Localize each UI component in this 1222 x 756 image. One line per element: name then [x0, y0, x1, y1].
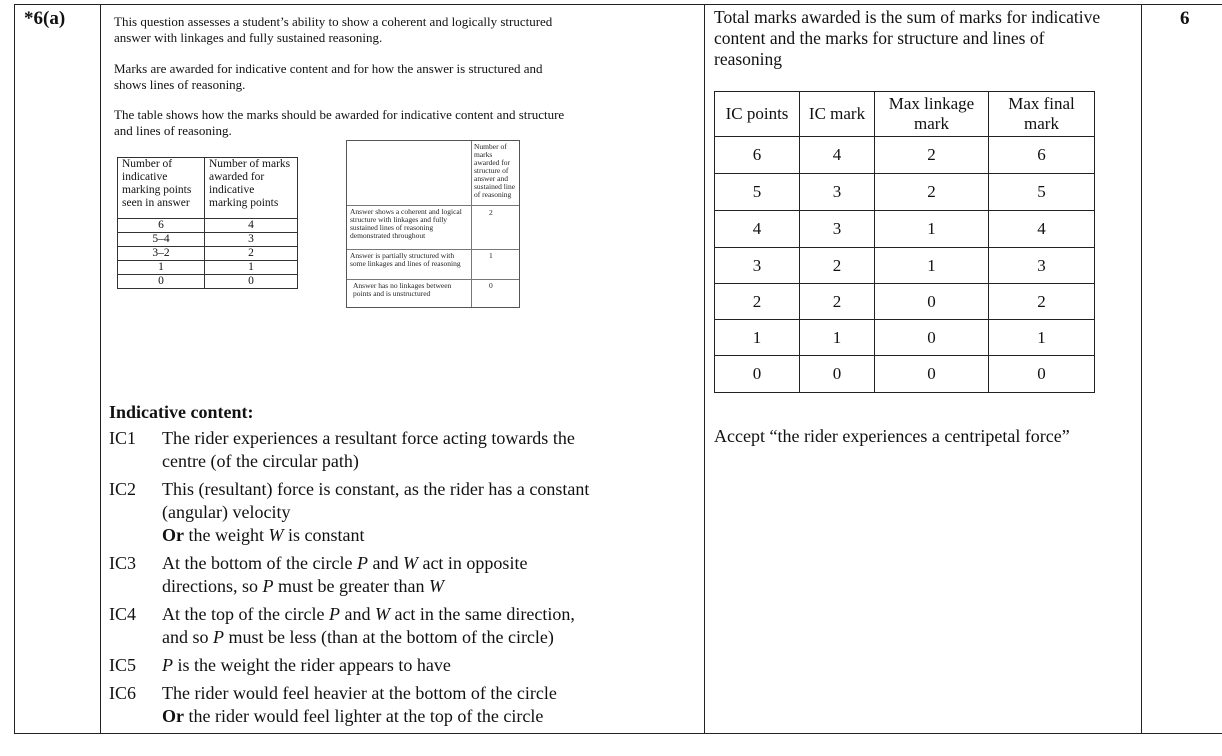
ic-points-table	[117, 157, 298, 289]
table-divider	[471, 141, 472, 307]
column-divider	[14, 4, 15, 734]
table-cell: 0	[715, 356, 800, 393]
table-header: Number of marks awarded for structure of answer and sustained line of reasoning	[474, 142, 516, 199]
table-header: Max linkage mark	[875, 92, 989, 137]
ic-label: IC5	[109, 655, 136, 675]
table-cell: 1	[875, 211, 989, 248]
table-cell: 3	[205, 233, 298, 247]
table-cell: 3	[715, 248, 800, 284]
ic-line: Or the weight W is constant	[162, 525, 365, 545]
table-header: IC mark	[800, 92, 875, 137]
table-cell: Answer is partially structured with some linkages and lines of reasoning	[350, 251, 461, 268]
linkage-marks-table	[346, 140, 520, 308]
table-cell: 3	[800, 211, 875, 248]
table-cell: 0	[489, 281, 493, 290]
table-cell: 2	[875, 137, 989, 174]
table-cell: 4	[205, 219, 298, 233]
intro-paragraph: Marks are awarded for indicative content and for how the answer is structured and shows lines of reasoning.	[114, 61, 543, 92]
table-cell: 2	[205, 247, 298, 261]
table-cell: 3–2	[118, 247, 205, 261]
final-marks-table	[714, 91, 1095, 393]
ic-line: At the bottom of the circle P and W act in opposite	[162, 553, 528, 573]
table-cell: 6	[118, 219, 205, 233]
table-header: Number of indicative marking points seen in answer	[118, 158, 205, 219]
table-cell: 3	[800, 174, 875, 211]
table-cell: 5–4	[118, 233, 205, 247]
table-divider	[347, 249, 519, 250]
table-cell: 0	[875, 320, 989, 356]
intro-paragraph: This question assesses a student’s ability to show a coherent and logically structured answer with linkages and fully sustained reasoning.	[114, 14, 553, 45]
table-cell: 2	[800, 248, 875, 284]
table-cell: 1	[205, 261, 298, 275]
column-divider	[1141, 4, 1142, 734]
ic-line: The rider would feel heavier at the bottom of the circle	[162, 683, 557, 703]
table-cell: 0	[118, 275, 205, 289]
ic-label: IC1	[109, 428, 136, 448]
ic-line: The rider experiences a resultant force acting towards the	[162, 428, 575, 448]
ic-line: This (resultant) force is constant, as the rider has a constant	[162, 479, 590, 499]
table-header: Number of marks awarded for indicative marking points	[205, 158, 298, 219]
table-cell: 0	[989, 356, 1095, 393]
table-divider	[347, 279, 519, 280]
table-cell: 1	[800, 320, 875, 356]
table-header: Max final mark	[989, 92, 1095, 137]
table-cell: 6	[989, 137, 1095, 174]
table-cell: 1	[875, 248, 989, 284]
table-cell: Answer shows a coherent and logical structure with linkages and fully sustained lines of reasoning demonstrated throughout	[350, 207, 462, 240]
column-divider	[100, 4, 101, 734]
table-cell: 4	[800, 137, 875, 174]
table-cell: 1	[715, 320, 800, 356]
table-cell: 1	[489, 251, 493, 260]
table-cell: 2	[800, 284, 875, 320]
table-cell: 2	[715, 284, 800, 320]
table-cell: 6	[715, 137, 800, 174]
table-cell: 4	[715, 211, 800, 248]
ic-line: and so P must be less (than at the bottom of the circle)	[162, 627, 554, 647]
table-cell: 1	[118, 261, 205, 275]
accept-note: Accept “the rider experiences a centripetal force”	[714, 426, 1070, 446]
table-cell: 0	[875, 356, 989, 393]
ic-line: P is the weight the rider appears to have	[162, 655, 451, 675]
table-cell: 0	[875, 284, 989, 320]
table-header: IC points	[715, 92, 800, 137]
ic-label: IC3	[109, 553, 136, 573]
table-cell: 0	[205, 275, 298, 289]
ic-label: IC6	[109, 683, 136, 703]
ic-line: Or the rider would feel lighter at the top of the circle	[162, 706, 544, 726]
ic-line: directions, so P must be greater than W	[162, 576, 444, 596]
table-cell: 2	[875, 174, 989, 211]
table-cell: 2	[489, 208, 493, 217]
intro-paragraph: The table shows how the marks should be awarded for indicative content and structure and lines of reasoning.	[114, 107, 565, 138]
top-rule	[14, 4, 1222, 5]
ic-label: IC4	[109, 604, 136, 624]
ic-line: At the top of the circle P and W act in the same direction,	[162, 604, 575, 624]
table-cell: Answer has no linkages between points and is unstructured	[353, 281, 452, 298]
indicative-content-heading: Indicative content:	[109, 402, 254, 422]
table-cell: 4	[989, 211, 1095, 248]
ic-line: centre (of the circular path)	[162, 451, 359, 471]
ic-label: IC2	[109, 479, 136, 499]
ic-line: (angular) velocity	[162, 502, 291, 522]
question-number: *6(a)	[24, 8, 66, 29]
column-divider	[704, 4, 705, 734]
table-cell: 3	[989, 248, 1095, 284]
table-cell: 2	[989, 284, 1095, 320]
table-cell: 5	[989, 174, 1095, 211]
table-divider	[347, 205, 519, 206]
table-cell: 0	[800, 356, 875, 393]
table-cell: 1	[989, 320, 1095, 356]
bottom-rule	[14, 733, 1222, 734]
table-cell: 5	[715, 174, 800, 211]
marks-value: 6	[1180, 8, 1190, 29]
guidance-total-text: Total marks awarded is the sum of marks for indicative content and the marks for structure and lines of reasoning	[714, 7, 1101, 69]
